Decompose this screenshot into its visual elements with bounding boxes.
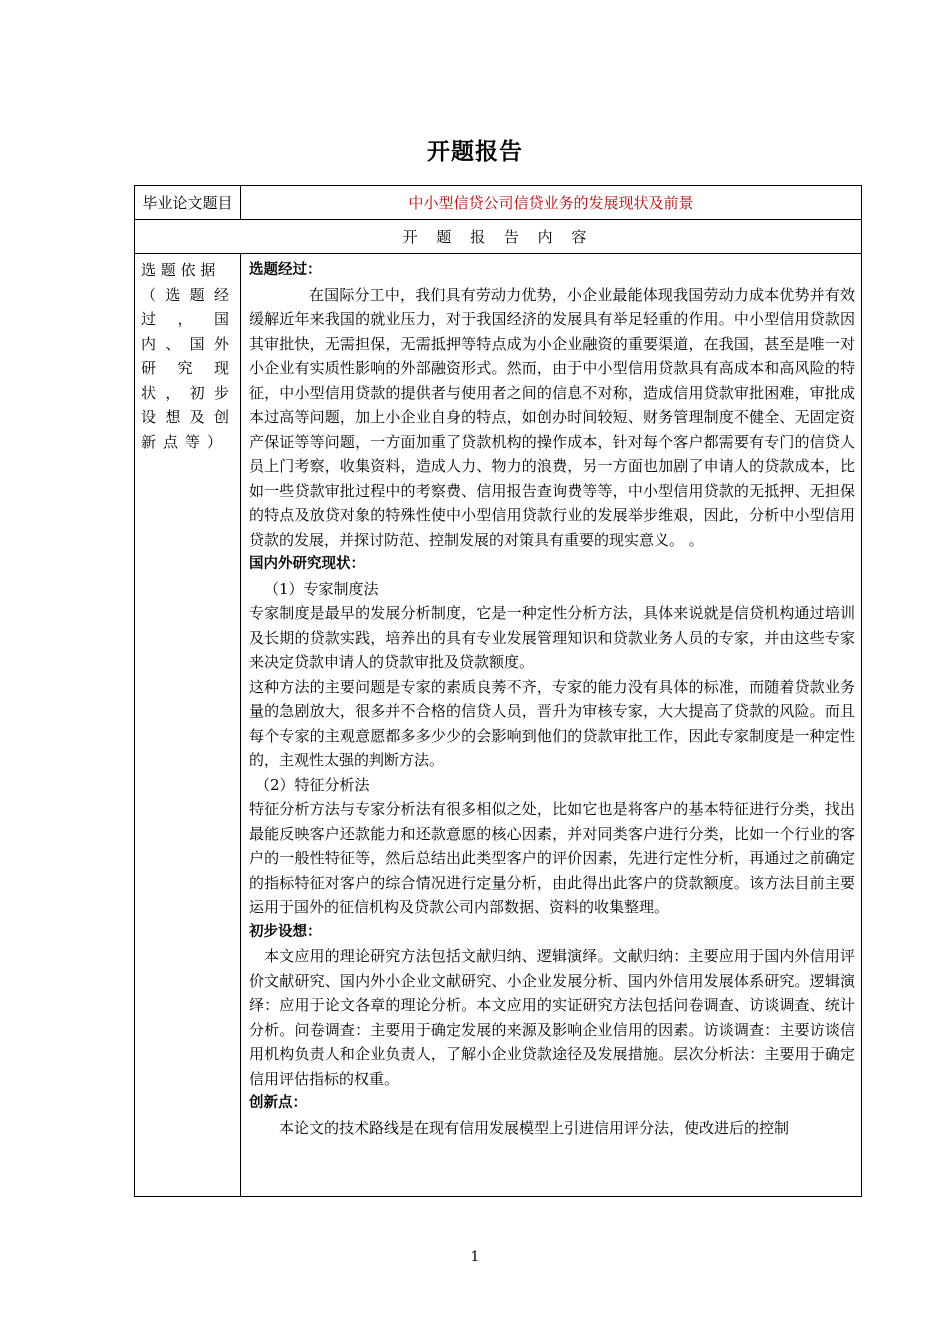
content-row bbox=[135, 254, 862, 1197]
thesis-title-label: 毕业论文题目 bbox=[135, 186, 241, 220]
heading-preliminary-idea: 初步设想： bbox=[249, 923, 322, 940]
paragraph-preliminary-idea: 本文应用的理论研究方法包括文献归纳、逻辑演绎。文献归纳：主要应用于国内外信用评价文献研究、国内外小企业文献研究、小企业发展分析、国内外信用发展体系研究。逻辑演绎：应用于论文各章的理论分析。本文应用的实证研究方法包括问卷调查、访谈调查、统计分析。问卷调查：主要用于确定发展的来源及影响企业信用的因素。访谈调查：主要访谈信用机构负责人和企业负责人，了解小企业贷款途径及发展措施。层次分析法：主要用于确定信用评估指标的权重。 bbox=[249, 947, 855, 1088]
thesis-title-row bbox=[135, 186, 862, 220]
heading-research-status: 国内外研究现状： bbox=[249, 556, 365, 572]
section-header: 开 题 报 告 内 容 bbox=[135, 220, 862, 254]
report-content bbox=[241, 254, 862, 1197]
page-number: 1 bbox=[470, 1249, 480, 1265]
paragraph-feature-analysis: 特征分析方法与专家分析法有很多相似之处，比如它也是将客户的基本特征进行分类，找出最能反映客户还款能力和还款意愿的核心因素，并对同类客户进行分类，比如一个行业的客户的一般性特征等，然后总结出此类型客户的评价因素，先进行定性分析，再通过之前确定的指标特征对客户的综合情况进行定量分析，由此得出此客户的贷款额度。该方法目前主要运用于国外的征信机构及贷款公司内部数据、资料的收集整理。 bbox=[249, 800, 855, 916]
topic-basis-label-line1: 选 题 依 据 bbox=[141, 261, 216, 279]
page-title: 开题报告 bbox=[427, 139, 523, 165]
heading-innovation: 创新点： bbox=[249, 1095, 307, 1111]
paragraph-expert-system: 专家制度是最早的发展分析制度，它是一种定性分析方法，具体来说就是信贷机构通过培训及长期的贷款实践，培养出的具有专业发展管理知识和贷款业务人员的专家，并由这些专家来决定贷款申请人的贷款审批及贷款额度。 bbox=[249, 604, 855, 671]
thesis-topic: 中小型信贷公司信贷业务的发展现状及前景 bbox=[241, 186, 862, 220]
paragraph-expert-system-issues: 这种方法的主要问题是专家的素质良莠不齐，专家的能力没有具体的标准，而随着贷款业务量的急剧放大，很多并不合格的信贷人员，晋升为审核专家，大大提高了贷款的风险。而且每个专家的主观意愿都多多少少的会影响到他们的贷款审批工作，因此专家制度是一种定性的，主观性太强的判断方法。 bbox=[249, 677, 855, 769]
topic-basis-label-detail: （选题经过，国内、国外研究现状，初步设想及创新点等） bbox=[141, 285, 236, 451]
section-header-row bbox=[135, 220, 862, 254]
subheading-feature-analysis: （2）特征分析法 bbox=[255, 775, 370, 794]
report-table bbox=[134, 185, 862, 1197]
paragraph-selection-process: 在国际分工中，我们具有劳动力优势，小企业最能体现我国劳动力成本优势并有效缓解近年来我国的就业压力，对于我国经济的发展具有举足轻重的作用。中小型信用贷款因其审批快，无需担保，无需抵押等特点成为小企业融资的重要渠道，在我国，甚至是唯一对小企业有实质性影响的外部融资形式。然而，由于中小型信用贷款具有高成本和高风险的特征，中小型信用贷款的提供者与使用者之间的信息不对称，造成信用贷款审批困难，审批成本过高等问题，加上小企业自身的特点，如创办时间较短、财务管理制度不健全、无固定资产保证等等问题，一方面加重了贷款机构的操作成本，针对每个客户都需要有专门的信贷人员上门考察，收集资料，造成人力、物力的浪费，另一方面也加剧了申请人的贷款成本，比如一些贷款审批过程中的考察费、信用报告查询费等等，中小型信用贷款的无抵押、无担保的特点及放贷对象的特殊性使中小型信用贷款行业的发展举步维艰，因此，分析中小型信用贷款的发展，并探讨防范、控制发展的对策具有重要的现实意义。 。 bbox=[249, 285, 855, 549]
paragraph-innovation: 本论文的技术路线是在现有信用发展模型上引进信用评分法，使改进后的控制 bbox=[279, 1118, 790, 1137]
subheading-expert-system: （1）专家制度法 bbox=[264, 579, 379, 598]
heading-selection-process: 选题经过： bbox=[249, 262, 322, 278]
topic-basis-label bbox=[135, 254, 241, 1197]
